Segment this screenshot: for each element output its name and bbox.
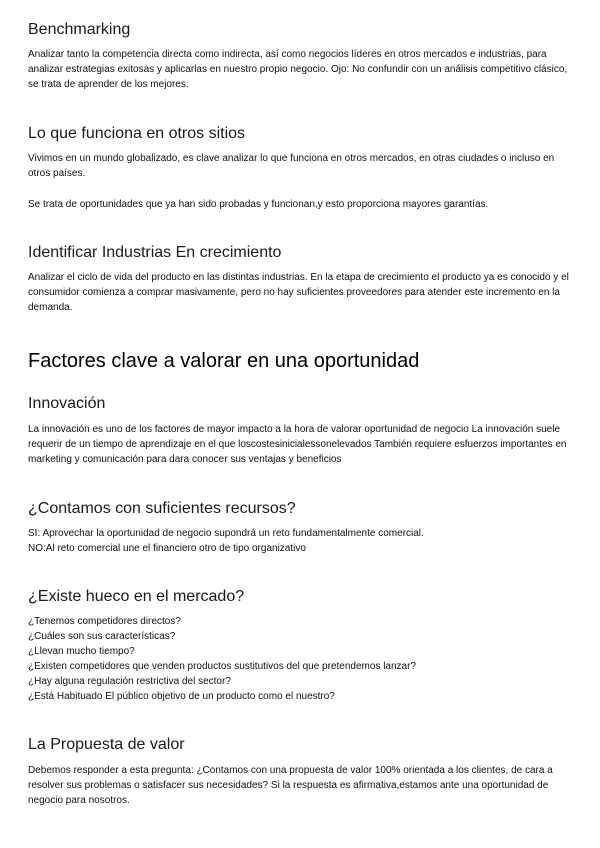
hueco-question-2: ¿Cuáles son sus características? bbox=[28, 631, 176, 642]
otros-sitios-paragraph-2: Se trata de oportunidades que ya han sido probadas y funcionan,y esto proporciona mayores garantías. bbox=[28, 199, 489, 210]
innovacion-paragraph: La innovación es uno de los factores de mayor impacto a la hora de valorar oportunidad de negocio La innovación suele requerir de un tiempo de aprendizaje en el que loscostesinicialessonelevados También requiere esfuerzos importantes en marketing y comunicación para dara conocer sus ventajas y beneficios bbox=[28, 424, 567, 465]
hueco-heading: ¿Existe hueco en el mercado? bbox=[28, 588, 245, 605]
hueco-question-6: ¿Está Habituado El público objetivo de un producto como el nuestro? bbox=[28, 691, 335, 702]
recursos-no-line: NO:Al reto comercial une el financiero otro de tipo organizativo bbox=[28, 543, 306, 554]
recursos-si-line: SI: Aprovechar la oportunidad de negocio supondrá un reto fundamentalmente comercial. bbox=[28, 528, 424, 539]
otros-sitios-heading: Lo que funciona en otros sitios bbox=[28, 125, 246, 142]
hueco-question-1: ¿Tenemos competidores directos? bbox=[28, 616, 181, 627]
factores-heading: Factores clave a valorar en una oportunidad bbox=[28, 350, 420, 372]
propuesta-paragraph: Debemos responder a esta pregunta: ¿Contamos con una propuesta de valor 100% orientada a los clientes, de cara a resolver sus problemas o satisfacer sus necesidades? Si la respuesta es afirmativa,estamos ante una oportunidad de negocio para nosotros. bbox=[28, 765, 553, 806]
otros-sitios-paragraph-1: Vivimos en un mundo globalizado, es clave analizar lo que funciona en otros mercados, en otras ciudades o incluso en otros países. bbox=[28, 153, 555, 179]
industrias-heading: Identificar Industrias En crecimiento bbox=[28, 244, 282, 261]
hueco-question-5: ¿Hay alguna regulación restrictiva del sector? bbox=[28, 676, 231, 687]
benchmarking-heading: Benchmarking bbox=[28, 21, 131, 38]
recursos-heading: ¿Contamos con suficientes recursos? bbox=[28, 500, 296, 517]
innovacion-heading: Innovación bbox=[28, 395, 106, 412]
propuesta-heading: La Propuesta de valor bbox=[28, 736, 185, 753]
benchmarking-paragraph: Analizar tanto la competencia directa como indirecta, así como negocios líderes en otros mercados e industrias, para analizar estrategias exitosas y aplicarlas en nuestro propio negocio. Ojo: No confundir con un análisis competitivo clásico, se trata de aprender de los mejores. bbox=[28, 49, 568, 90]
industrias-paragraph: Analizar el ciclo de vida del producto en las distintas industrias. En la etapa de crecimiento el producto ya es conocido y el consumidor comienza a comprar masivamente, pero no hay suficientes proveedores para atender este incremento en la demanda. bbox=[28, 272, 569, 313]
hueco-question-4: ¿Existen competidores que venden productos sustitutivos del que pretendemos lanzar? bbox=[28, 661, 417, 672]
hueco-question-3: ¿Llevan mucho tiempo? bbox=[28, 646, 135, 657]
